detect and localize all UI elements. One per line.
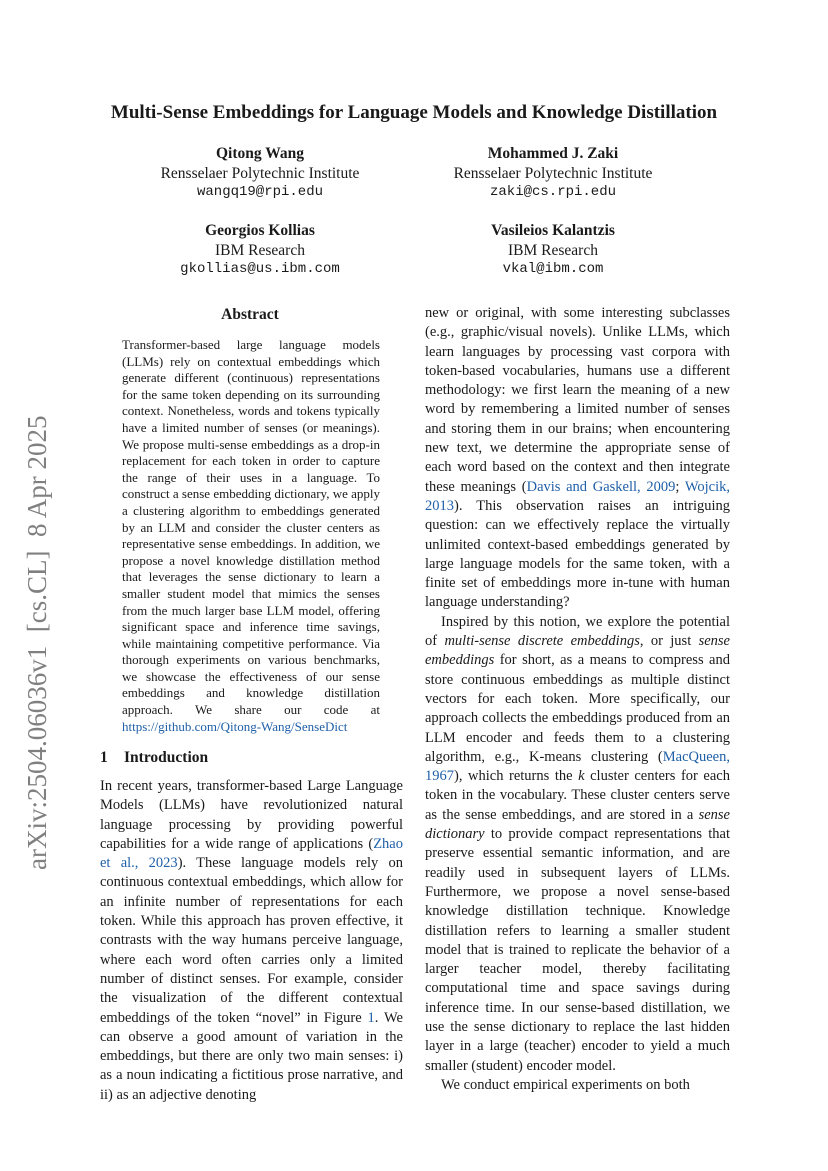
abstract-body <box>122 337 380 735</box>
author-email[interactable]: vkal@ibm.com <box>502 261 604 277</box>
citation-link[interactable]: Davis and Gaskell, 2009 <box>526 478 676 495</box>
author-email[interactable]: zaki@cs.rpi.edu <box>489 184 617 200</box>
text-run: cluster centers for each token in the vocabulary. These cluster centers serve as the sense embeddings, and are stored in a <box>425 768 730 823</box>
intro-paragraph: We conduct empirical experiments on both <box>441 1076 690 1093</box>
arxiv-identifier: arXiv:2504.06036v1 [cs.CL] 8 Apr 2025 <box>22 415 52 870</box>
author-name: Vasileios Kalantzis <box>491 222 615 239</box>
intro-paragraph-continued <box>425 304 730 613</box>
citation-link[interactable]: Wojcik, 2013 <box>425 478 730 514</box>
code-link[interactable]: https://github.com/Qitong-Wang/SenseDict <box>122 718 348 734</box>
author-affiliation: IBM Research <box>215 241 305 259</box>
text-run: new or original, with some interesting subclasses (e.g., graphic/visual novels). Unlike LLMs, which learn languages by processing vast corpora with token-based vocabularies, humans use a different methodology: we first learn the meaning of a new word by remembering a limited number of senses and storing them in our brains; when encountering new text, we determine the appropriate sense of each word based on the context and then integrate these meanings ( <box>425 305 730 495</box>
text-run: for short, as a means to compress and store continuous embeddings as multiple distinct vectors for each token. More specifically, our approach collects the embeddings produced from an LLM encoder and feeds them to a clustering algorithm, e.g., K-means clustering ( <box>425 652 730 765</box>
math-variable: k <box>578 768 585 785</box>
author-block <box>403 144 703 203</box>
author-name: Mohammed J. Zaki <box>487 145 619 162</box>
author-affiliation: IBM Research <box>508 241 598 259</box>
intro-paragraph <box>425 613 730 1076</box>
text-run: ), which returns the <box>454 768 579 785</box>
text-run: ; <box>675 478 685 495</box>
citation-link[interactable]: MacQueen, 1967 <box>425 748 730 785</box>
section-title: Introduction <box>124 749 209 766</box>
text-run: ). These language models rely on continuous contextual embeddings, which allow for an infinite number of representations for each token. While this approach has proven effective, it contrasts with the way humans perceive language, where each word often carries only a limited number of distinct senses. For example, consider the visualization of the different contextual embeddings of the token “novel” in Figure <box>100 855 404 1026</box>
section-heading <box>100 749 208 767</box>
author-email[interactable]: wangq19@rpi.edu <box>196 184 324 200</box>
text-run: . We can observe a good amount of variation in the embeddings, but there are only two main senses: i) as a noun indicating a fictitious prose narrative, and ii) as an adjective denoting <box>100 1009 403 1103</box>
text-run: Inspired by this notion, we explore the potential of <box>425 613 730 650</box>
abstract-heading: Abstract <box>221 306 279 323</box>
author-name: Qitong Wang <box>215 145 304 162</box>
author-name: Georgios Kollias <box>205 222 315 239</box>
author-affiliation: Rensselaer Polytechnic Institute <box>453 164 653 182</box>
figure-link[interactable]: 1 <box>367 1009 375 1026</box>
paper-title: Multi-Sense Embeddings for Language Models and Knowledge Distillation <box>110 102 718 123</box>
text-run: to provide compact representations that preserve essential semantic information, and are readily used in subsequent layers of LLMs. Furthermore, we propose a novel sense-based knowledge distillation technique. Knowledge distillation refers to learning a smaller student model that is trained to replicate the behavior of a larger teacher model, thereby facilitating computational time and space savings during inference time. In our sense-based distillation, we use the sense dictionary to replace the last hidden layer in a large (teacher) encoder to yield a much smaller (student) encoder model. <box>425 826 730 1074</box>
emphasis: multi-sense discrete embeddings <box>444 633 640 650</box>
text-run: , or just <box>639 633 699 650</box>
intro-paragraph <box>100 777 403 1105</box>
author-block <box>110 221 410 280</box>
text-run: ). This observation raises an intriguing question: can we effectively replace the virtually unlimited context-based embeddings generated by large language models for the same token, with a finite set of embeddings more in-tune with human language understanding? <box>425 497 730 611</box>
author-block <box>110 144 410 203</box>
section-number: 1 <box>100 749 108 766</box>
emphasis: sense embeddings <box>425 633 730 669</box>
author-email[interactable]: gkollias@us.ibm.com <box>180 261 340 277</box>
intro-column-left <box>100 777 403 1105</box>
emphasis: sense dictionary <box>425 806 730 843</box>
author-block <box>403 221 703 280</box>
abstract-text: Transformer-based large language models (LLMs) rely on contextual embeddings which generate different (continuous) representations for the same token depending on its surrounding context. Nonetheless, words and tokens typically have a limited number of senses (or meanings). We propose multi-sense embeddings as a drop-in replacement for each token in order to capture the range of their uses in a language. To construct a sense embedding dictionary, we apply a clustering algorithm to embeddings generated by an LLM and consider the cluster centers as representative sense embeddings. In addition, we propose a novel knowledge distillation method that leverages the sense dictionary to learn a smaller student model that mimics the senses from the much larger base LLM model, offering significant space and inference time savings, while maintaining competitive performance. Via thorough experiments on various benchmarks, we showcase the effectiveness of our sense embeddings and knowledge distillation approach. We share our code at <box>122 337 380 718</box>
author-affiliation: Rensselaer Polytechnic Institute <box>160 164 360 182</box>
text-run: In recent years, transformer-based Large Language Models (LLMs) have revolutionized natural language processing by providing powerful capabilities for a wide range of applications ( <box>100 778 403 852</box>
citation-link[interactable]: Zhao et al., 2023 <box>100 835 403 872</box>
intro-column-right <box>425 304 730 1095</box>
